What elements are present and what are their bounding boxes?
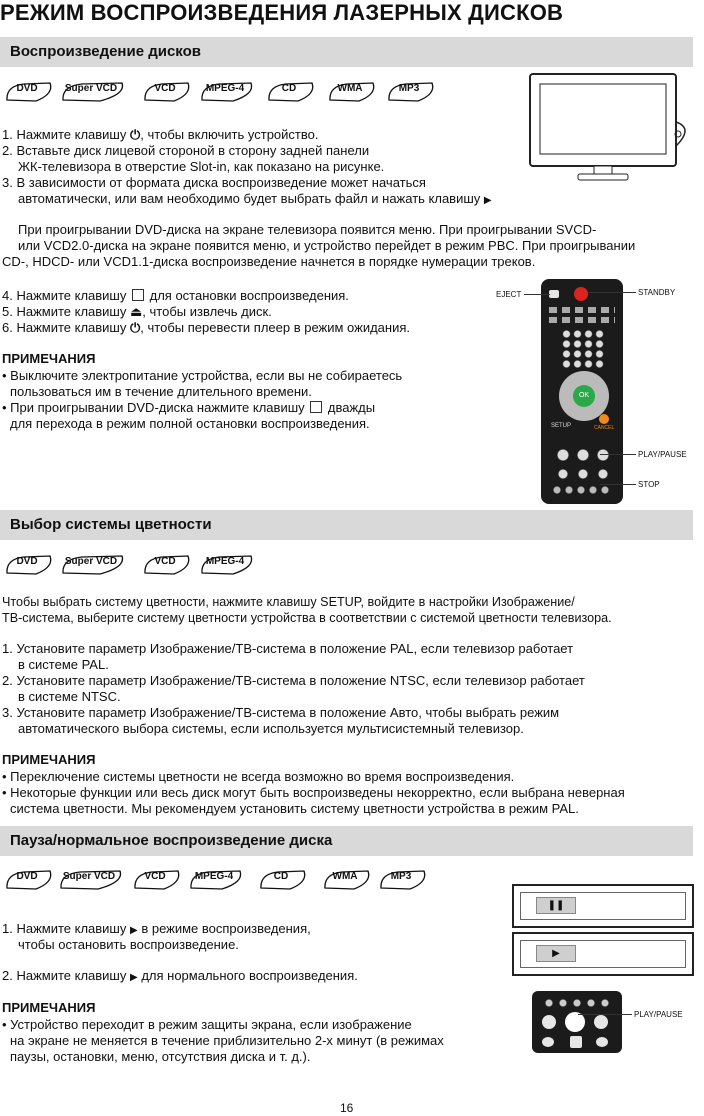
cs-note-2-line2: система цветности. Мы рекомендуем установить систему цветности устройства в режим PAL. bbox=[10, 801, 579, 816]
cs-note-2-line1: • Некоторые функции или весь диск могут быть воспроизведены некорректно, если выбрана неверная bbox=[2, 785, 625, 800]
para-line3: CD-, HDCD- или VCD1.1-диска воспроизведение начнется в порядке нумерации треков. bbox=[2, 254, 536, 269]
step-4: 4. Нажмите клавишу для остановки воспроизведения. bbox=[2, 288, 349, 303]
standby-button[interactable] bbox=[574, 287, 588, 301]
pause-indicator: ❚❚ bbox=[536, 897, 576, 914]
pp-note-line1: • Устройство переходит в режим защиты экрана, если изображение bbox=[2, 1017, 412, 1032]
page-title: РЕЖИМ ВОСПРОИЗВЕДЕНИЯ ЛАЗЕРНЫХ ДИСКОВ bbox=[0, 0, 564, 25]
setup-label: SETUP bbox=[551, 423, 572, 429]
format-badge: CD bbox=[266, 80, 318, 106]
step-2-line1: 2. Вставьте диск лицевой стороной в сторону задней панели bbox=[2, 143, 370, 158]
note-1-line1: • Выключите электропитание устройства, если вы не собираетесь bbox=[2, 368, 403, 383]
section-header-pause-play bbox=[0, 826, 693, 856]
format-badge: Super VCD bbox=[60, 80, 126, 106]
stop-icon bbox=[132, 289, 144, 301]
stop-icon bbox=[310, 401, 322, 413]
step-6: 6. Нажмите клавишу ⏻, чтобы перевести плеер в режим ожидания. bbox=[2, 320, 410, 335]
pp-note-line3: паузы, остановки, меню, отсутствия диска и т. д.). bbox=[10, 1049, 311, 1064]
stop-button[interactable] bbox=[570, 1036, 582, 1048]
osd-pause-screen bbox=[512, 884, 694, 928]
format-badge: MP3 bbox=[386, 80, 438, 106]
format-badge: VCD bbox=[132, 868, 184, 894]
standby-label: STANDBY bbox=[638, 288, 676, 297]
page-number: 16 bbox=[340, 1101, 354, 1115]
format-badges bbox=[4, 868, 464, 896]
format-badge: MPEG-4 bbox=[199, 80, 255, 106]
section-title: Выбор системы цветности bbox=[10, 516, 212, 533]
play-pause-button[interactable] bbox=[565, 1012, 585, 1032]
power-icon: ⏻ bbox=[130, 320, 141, 335]
power-icon: ⏻ bbox=[130, 127, 141, 142]
stop-row[interactable] bbox=[553, 467, 611, 481]
note-1-line2: пользоваться им в течение длительного времени. bbox=[10, 384, 312, 399]
section-header-color-system bbox=[0, 510, 693, 540]
play-pause-label: PLAY/PAUSE bbox=[638, 450, 687, 459]
eject-icon: ⏏ bbox=[130, 304, 143, 319]
cs-step-3-line1: 3. Установите параметр Изображение/ТВ-система в положение Авто, чтобы выбрать режим bbox=[2, 705, 560, 720]
format-badge: MPEG-4 bbox=[199, 553, 255, 579]
pp-note-line2: на экране не меняется в течение приблизительно 2-х минут (в режимах bbox=[10, 1033, 444, 1048]
play-pause-icon: ▶ bbox=[483, 195, 492, 206]
play-pause-icon: ▶ bbox=[130, 972, 138, 983]
eject-label: EJECT bbox=[496, 290, 522, 299]
notes-heading: ПРИМЕЧАНИЯ bbox=[2, 1000, 96, 1015]
ok-button[interactable]: OK bbox=[573, 385, 595, 407]
play-pause-icon: ▶ bbox=[130, 925, 138, 936]
play-indicator: ▶ bbox=[536, 945, 576, 962]
tv-illustration bbox=[526, 72, 696, 188]
section-title: Воспроизведение дисков bbox=[10, 43, 202, 60]
next-button[interactable] bbox=[596, 1037, 608, 1047]
format-badges bbox=[4, 553, 284, 581]
cancel-button[interactable] bbox=[599, 414, 609, 424]
cs-step-3-line2: автоматического выбора системы, если используется мультисистемный телевизор. bbox=[18, 721, 524, 736]
osd-play-screen bbox=[512, 932, 694, 976]
step-2-line2: ЖК-телевизора в отверстие Slot-in, как показано на рисунке. bbox=[18, 159, 385, 174]
section-header-disc-playback bbox=[0, 37, 693, 67]
format-badge: WMA bbox=[322, 868, 374, 894]
format-badge: DVD bbox=[4, 868, 56, 894]
para-line1: При проигрывании DVD-диска на экране телевизора появится меню. При проигрывании SVCD- bbox=[18, 222, 597, 237]
step-3-line1: 3. В зависимости от формата диска воспроизведение может начаться bbox=[2, 175, 426, 190]
format-badge: WMA bbox=[327, 80, 379, 106]
step-1: 1. Нажмите клавишу ⏻, чтобы включить устройство. bbox=[2, 127, 319, 142]
format-badge: DVD bbox=[4, 80, 56, 106]
cs-step-2-line1: 2. Установите параметр Изображение/ТВ-система в положение NTSC, если телевизор работает bbox=[2, 673, 585, 688]
format-badge: Super VCD bbox=[58, 868, 124, 894]
intro-line2: ТВ-система, выберите систему цветности устройства в соответствии с системой цветности телевизора. bbox=[2, 611, 612, 625]
format-badge: Super VCD bbox=[60, 553, 126, 579]
format-badge: VCD bbox=[142, 553, 194, 579]
cs-step-1-line1: 1. Установите параметр Изображение/ТВ-система в положение PAL, если телевизор работает bbox=[2, 641, 574, 656]
format-badge: CD bbox=[258, 868, 310, 894]
remote-closeup bbox=[532, 991, 622, 1053]
forward-button[interactable] bbox=[594, 1015, 608, 1029]
rewind-button[interactable] bbox=[542, 1015, 556, 1029]
step-5: 5. Нажмите клавишу ⏏, чтобы извлечь диск. bbox=[2, 304, 272, 319]
notes-heading: ПРИМЕЧАНИЯ bbox=[2, 752, 96, 767]
step-3-line2: автоматически, или вам необходимо будет выбрать файл и нажать клавишу ▶ bbox=[18, 191, 492, 206]
cs-step-1-line2: в системе PAL. bbox=[18, 657, 109, 672]
pp-step-2: 2. Нажмите клавишу ▶ для нормального воспроизведения. bbox=[2, 968, 358, 983]
prev-button[interactable] bbox=[542, 1037, 554, 1047]
stop-label: STOP bbox=[638, 480, 660, 489]
para-line2: или VCD2.0-диска на экране появится меню, и устройство перейдет в режим PBC. При проигрывании bbox=[18, 238, 636, 253]
note-2-line2: для перехода в режим полной остановки воспроизведения. bbox=[10, 416, 370, 431]
intro-line1: Чтобы выбрать систему цветности, нажмите клавишу SETUP, войдите в настройки Изображение/ bbox=[2, 595, 575, 609]
section-title: Пауза/нормальное воспроизведение диска bbox=[10, 832, 333, 849]
cs-step-2-line2: в системе NTSC. bbox=[18, 689, 121, 704]
pp-step-1-line2: чтобы остановить воспроизведение. bbox=[18, 937, 239, 952]
format-badge: MPEG-4 bbox=[188, 868, 244, 894]
cs-note-1: • Переключение системы цветности не всегда возможно во время воспроизведения. bbox=[2, 769, 515, 784]
cancel-label: CANCEL bbox=[594, 425, 615, 431]
play-control-row[interactable] bbox=[553, 447, 611, 463]
format-badge: VCD bbox=[142, 80, 194, 106]
note-2-line1: • При проигрывании DVD-диска нажмите клавишу дважды bbox=[2, 400, 376, 415]
format-badges bbox=[4, 80, 464, 108]
remote-control bbox=[541, 279, 623, 504]
format-badge: DVD bbox=[4, 553, 56, 579]
eject-button[interactable] bbox=[549, 290, 559, 298]
format-badge: MP3 bbox=[378, 868, 430, 894]
pp-step-1-line1: 1. Нажмите клавишу ▶ в режиме воспроизведения, bbox=[2, 921, 311, 936]
number-keypad[interactable] bbox=[561, 329, 605, 369]
play-pause-label: PLAY/PAUSE bbox=[634, 1010, 683, 1019]
notes-heading: ПРИМЕЧАНИЯ bbox=[2, 351, 96, 366]
